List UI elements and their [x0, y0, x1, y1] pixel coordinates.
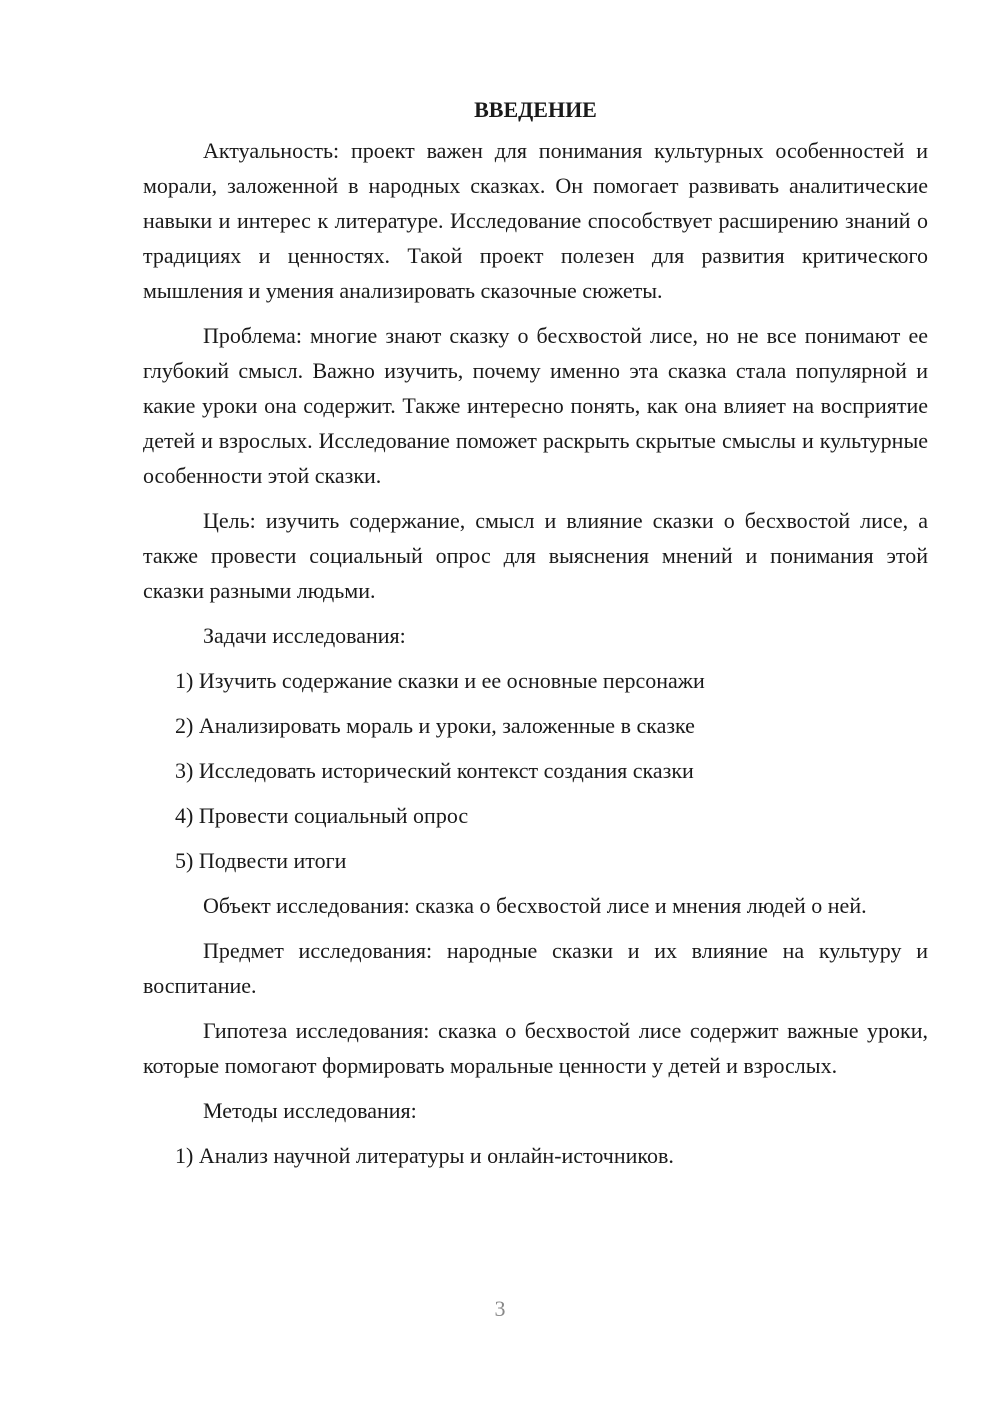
- section-heading: ВВЕДЕНИЕ: [474, 97, 597, 122]
- methods-list: [143, 1138, 928, 1173]
- list-item: 1) Анализ научной литературы и онлайн-источников.: [175, 1143, 674, 1168]
- relevance-paragraph: Актуальность: проект важен для понимания культурных особенностей и морали, заложенной в народных сказках. Он помогает развивать аналитические навыки и интерес к литературе. Исследование способствует расширению знаний о традициях и ценностях. Такой проект полезен для развития критического мышления и умения анализировать сказочные сюжеты.: [143, 138, 928, 303]
- list-item: 2) Анализировать мораль и уроки, заложенные в сказке: [175, 713, 695, 738]
- object-paragraph: Объект исследования: сказка о бесхвостой лисе и мнения людей о ней.: [203, 893, 867, 918]
- page-number: 3: [494, 1296, 506, 1321]
- list-item: 1) Изучить содержание сказки и ее основные персонажи: [175, 668, 705, 693]
- tasks-title: Задачи исследования:: [203, 623, 406, 648]
- list-item: 5) Подвести итоги: [175, 848, 347, 873]
- methods-title: Методы исследования:: [203, 1098, 417, 1123]
- list-item: 4) Провести социальный опрос: [175, 803, 469, 828]
- goal-paragraph: Цель: изучить содержание, смысл и влияние сказки о бесхвостой лисе, а также провести социальный опрос для выяснения мнений и понимания этой сказки разными людьми.: [143, 508, 928, 603]
- hypothesis-paragraph: Гипотеза исследования: сказка о бесхвостой лисе содержит важные уроки, которые помогают формировать моральные ценности у детей и взрослых.: [143, 1018, 928, 1078]
- tasks-list: [143, 663, 928, 878]
- subject-paragraph: Предмет исследования: народные сказки и их влияние на культуру и воспитание.: [143, 938, 928, 998]
- page-content: [143, 92, 928, 1183]
- problem-paragraph: Проблема: многие знают сказку о бесхвостой лисе, но не все понимают ее глубокий смысл. Важно изучить, почему именно эта сказка стала популярной и какие уроки она содержит. Также интересно понять, как она влияет на восприятие детей и взрослых. Исследование поможет раскрыть скрытые смыслы и культурные особенности этой сказки.: [143, 323, 928, 488]
- list-item: 3) Исследовать исторический контекст создания сказки: [175, 758, 694, 783]
